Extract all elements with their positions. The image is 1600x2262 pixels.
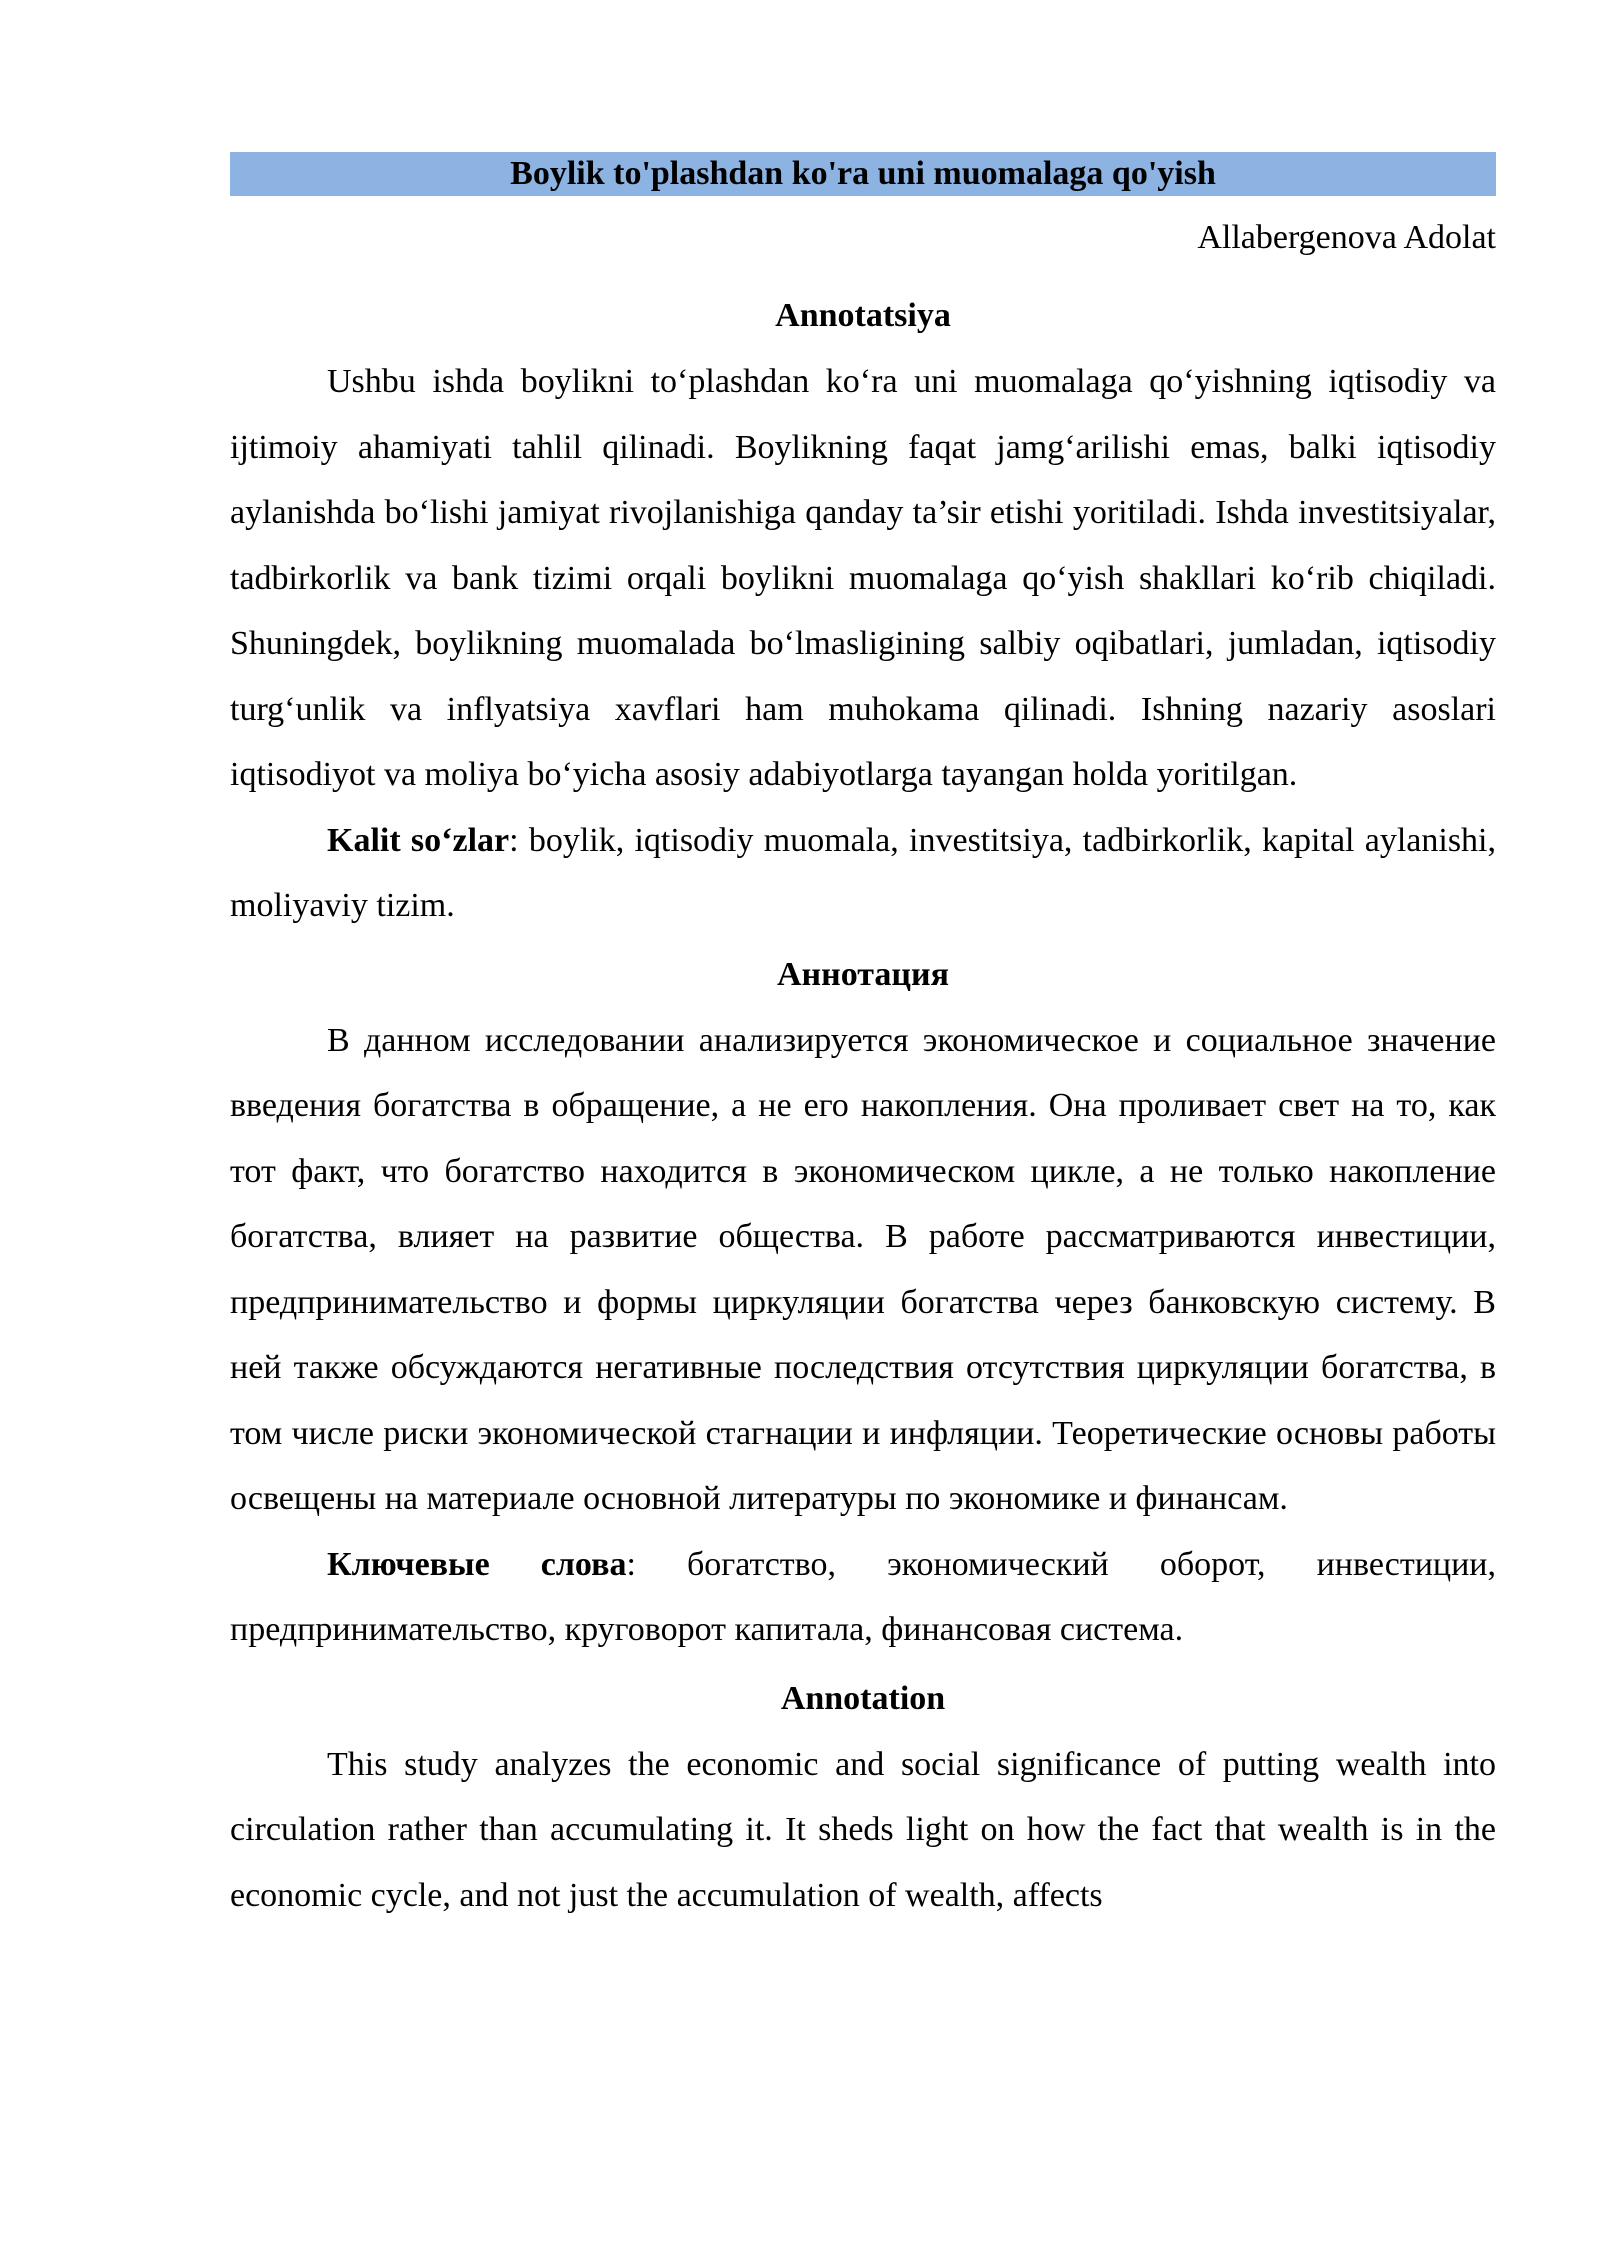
section-heading-annotation-en: Annotation	[780, 1679, 946, 1717]
document-title: Boylik to'plashdan ko'ra uni muomalaga qo'yish	[230, 152, 1496, 196]
abstract-paragraph-ru: В данном исследовании анализируется экономическое и социальное значение введения богатства в обращение, а не его накопления. Она проливает свет на то, как тот факт, что богатство находится в экономическом цикле, а не только накопление богатства, влияет на развитие общества. В работе рассматриваются инвестиции, предпринимательство и формы циркуляции богатства через банковскую систему. В ней также обсуждаются негативные последствия отсутствия циркуляции богатства, в том числе риски экономической стагнации и инфляции. Теоретические основы работы освещены на материале основной литературы по экономике и финансам.	[230, 1021, 1496, 1517]
keywords-label-uz: Kalit so‘zlar	[327, 821, 510, 859]
keywords-uz	[230, 808, 1496, 939]
keywords-list-ru: : богатство, экономический оборот, инвестиции, предпринимательство, круговорот капитала, финансовая система.	[230, 1545, 1496, 1648]
keywords-label-ru: Ключевые слова	[327, 1545, 627, 1583]
keywords-ru	[230, 1532, 1496, 1663]
abstract-paragraph-en: This study analyzes the economic and social significance of putting wealth into circulation rather than accumulating it. It sheds light on how the fact that wealth is in the economic cycle, and not just the accumulation of wealth, affects	[230, 1745, 1496, 1914]
keywords-list-uz: : boylik, iqtisodiy muomala, investitsiya, tadbirkorlik, kapital aylanishi, moliyaviy tizim.	[230, 821, 1496, 924]
abstract-paragraph-uz: Ushbu ishda boylikni to‘plashdan ko‘ra uni muomalaga qo‘yishning iqtisodiy va ijtimoiy ahamiyati tahlil qilinadi. Boylikning faqat jamg‘arilishi emas, balki iqtisodiy aylanishda bo‘lishi jamiyat rivojlanishiga qanday ta’sir etishi yoritiladi. Ishda investitsiyalar, tadbirkorlik va bank tizimi orqali boylikni muomalaga qo‘yish shakllari ko‘rib chiqiladi. Shuningdek, boylikning muomalada bo‘lmasligining salbiy oqibatlari, jumladan, iqtisodiy turg‘unlik va inflyatsiya xavflari ham muhokama qilinadi. Ishning nazariy asoslari iqtisodiyot va moliya bo‘yicha asosiy adabiyotlarga tayangan holda yoritilgan.	[230, 363, 1496, 793]
section-heading-annotatsiya: Annotatsiya	[775, 297, 951, 334]
author-name: Allabergenova Adolat	[1197, 219, 1496, 256]
section-heading-annotatsiya-ru: Аннотация	[777, 955, 949, 993]
document-page	[230, 152, 1496, 1928]
